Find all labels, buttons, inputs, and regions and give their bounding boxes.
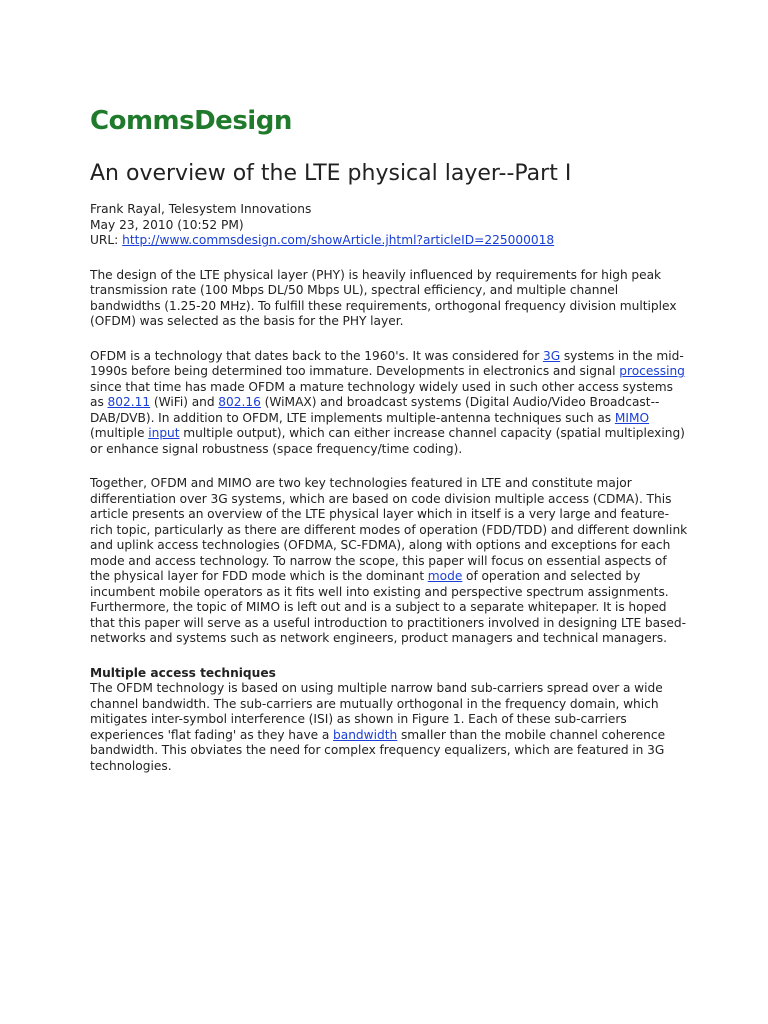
link-input[interactable]: input	[148, 426, 180, 440]
article-author: Frank Rayal, Telesystem Innovations	[90, 202, 312, 216]
article-page	[90, 104, 690, 793]
text-segment: OFDM is a technology that dates back to the 1960's. It was considered for	[90, 348, 543, 363]
link-processing[interactable]: processing	[619, 364, 685, 378]
text-segment: systems in the mid-1990s before being determined too immature. Developments in electronics and signal	[90, 348, 684, 378]
text-segment: smaller than the mobile channel coherence bandwidth. This obviates the need for complex frequency equalizers, which are featured in 3G technologies.	[90, 727, 666, 773]
paragraph-intro: The design of the LTE physical layer (PHY) is heavily influenced by requirements for high peak transmission rate (100 Mbps DL/50 Mbps UL), spectral efficiency, and multiple channel bandwidths (1.25-20 MHz). To fulfill these requirements, orthogonal frequency division multiplex (OFDM) was selected as the basis for the PHY layer.	[90, 267, 677, 328]
site-logo: CommsDesign	[90, 106, 292, 136]
article-date: May 23, 2010 (10:52 PM)	[90, 217, 244, 232]
text-segment: (multiple	[90, 426, 149, 440]
article-url-line	[90, 233, 690, 249]
paragraph-ofdm-technology	[90, 681, 690, 774]
url-label: URL:	[90, 233, 123, 247]
text-segment: Together, OFDM and MIMO are two key technologies featured in LTE and constitute major differentiation over 3G systems, which are based on code division multiple access (CDMA). This article presents an overview of the LTE physical layer which in itself is a very large and feature-rich topic, particularly as there are different modes of operation (FDD/TDD) and different downlink and uplink access technologies (OFDMA, SC-FDMA), along with options and exceptions for each mode and access technology. To narrow the scope, this paper will focus on essential aspects of the physical layer for FDD mode which is the dominant	[90, 476, 688, 583]
paragraph-ofdm-history	[90, 349, 690, 458]
text-segment: multiple output), which can either increase channel capacity (spatial multiplexing) or enhance signal robustness (space frequency/time coding).	[90, 426, 685, 456]
article-meta	[90, 202, 690, 249]
link-802-11[interactable]: 802.11	[107, 395, 151, 409]
text-segment: since that time has made OFDM a mature technology widely used in such other access systems as	[90, 379, 673, 409]
article-url-link[interactable]: http://www.commsdesign.com/showArticle.jhtml?articleID=225000018	[122, 233, 555, 247]
text-segment: of operation and selected by incumbent mobile operators as it fits well into existing and perspective spectrum assignments. Furthermore, the topic of MIMO is left out and is a subject to a separate whitepaper. It is hoped that this paper will serve as a useful introduction to practitioners involved in designing LTE based-networks and systems such as network engineers, product managers and technical managers.	[90, 569, 687, 645]
text-segment: The OFDM technology is based on using multiple narrow band sub-carriers spread over a wide channel bandwidth. The sub-carriers are mutually orthogonal in the frequency domain, which mitigates inter-symbol interference (ISI) as shown in Figure 1. Each of these sub-carriers experiences 'flat fading' as they have a	[90, 681, 663, 742]
link-802-16[interactable]: 802.16	[218, 395, 261, 409]
text-segment: (WiMAX) and broadcast systems (Digital Audio/Video Broadcast--DAB/DVB). In addition to OFDM, LTE implements multiple-antenna techniques such as	[90, 395, 660, 425]
text-segment: (WiFi) and	[150, 395, 219, 409]
link-mode[interactable]: mode	[427, 569, 463, 583]
link-mimo[interactable]: MIMO	[614, 410, 650, 425]
link-3g[interactable]: 3G	[542, 348, 561, 363]
paragraph-article-scope	[90, 476, 690, 647]
article-title: An overview of the LTE physical layer--Part I	[90, 161, 572, 186]
section-heading-multiple-access: Multiple access techniques	[90, 665, 276, 680]
link-bandwidth[interactable]: bandwidth	[333, 727, 398, 742]
